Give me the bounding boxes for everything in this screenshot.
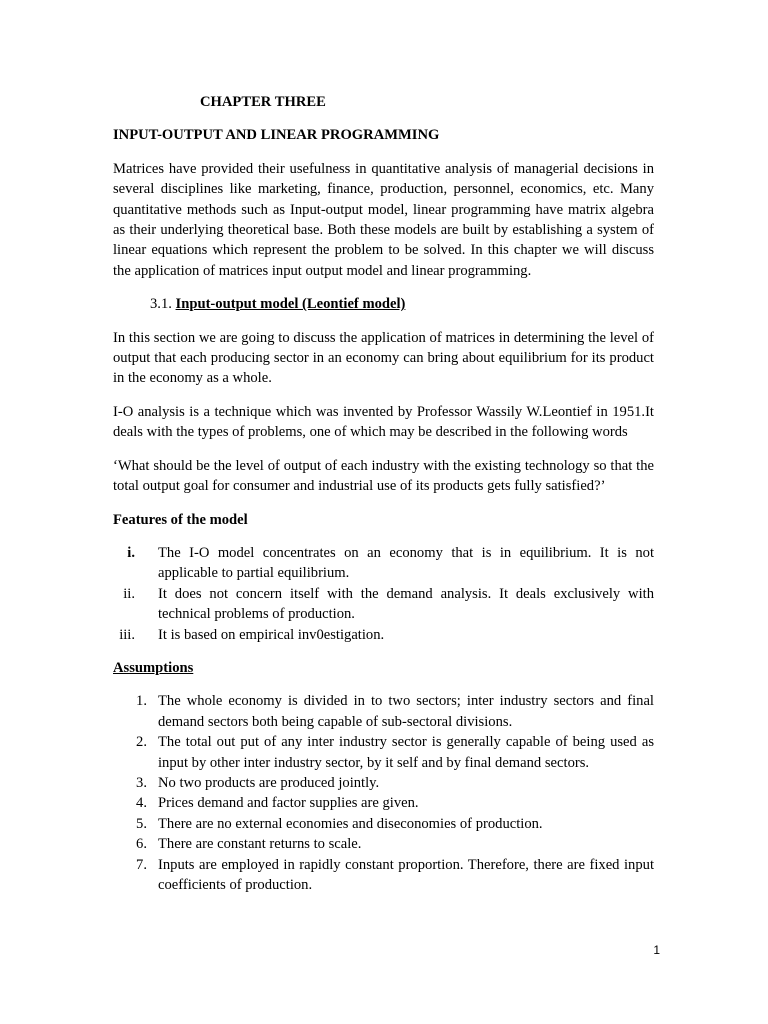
list-item — [113, 793, 654, 813]
list-item-text: Inputs are employed in rapidly constant proportion. Therefore, there are fixed input coefficients of production. — [158, 856, 654, 893]
list-item-text: It is based on empirical inv0estigation. — [158, 626, 385, 643]
list-marker: 3. — [136, 774, 147, 791]
list-item-text: No two products are produced jointly. — [158, 774, 380, 791]
section-number: 3.1. — [150, 296, 172, 313]
list-marker: 7. — [136, 856, 147, 873]
page-number: 1 — [653, 943, 660, 957]
list-marker: 2. — [136, 734, 147, 751]
features-list — [113, 543, 654, 645]
section-paragraph-1: In this section we are going to discuss the application of matrices in determining the level of output that each producing sector in an economy can bring about equilibrium for its product in the economy as a whole. — [113, 329, 654, 387]
list-marker: 4. — [136, 795, 147, 812]
list-item-text: It does not concern itself with the demand analysis. It deals exclusively with technical problems of production. — [158, 585, 654, 623]
features-heading: Features of the model — [113, 511, 248, 528]
list-item — [113, 625, 654, 645]
section-heading — [150, 294, 654, 314]
page-content — [113, 92, 654, 908]
list-marker: 6. — [136, 836, 147, 853]
list-item — [113, 773, 654, 793]
list-item — [113, 834, 654, 854]
chapter-title: INPUT-OUTPUT AND LINEAR PROGRAMMING — [113, 127, 440, 144]
list-marker: iii. — [119, 626, 135, 643]
section-paragraph-2: I-O analysis is a technique which was invented by Professor Wassily W.Leontief in 1951.It deals with the types of problems, one of which may be described in the following words — [113, 403, 654, 441]
list-item — [113, 855, 654, 896]
list-item-text: There are constant returns to scale. — [158, 836, 362, 853]
list-marker: 5. — [136, 815, 147, 832]
chapter-label: CHAPTER THREE — [200, 94, 326, 110]
list-item-text: The whole economy is divided in to two sectors; inter industry sectors and final demand sectors both being capable of sub-sectoral divisions. — [158, 693, 654, 730]
assumptions-list — [113, 691, 654, 895]
quote-paragraph: ‘What should be the level of output of each industry with the existing technology so that the total output goal for consumer and industrial use of its products gets fully satisfied?’ — [113, 457, 654, 495]
list-item — [113, 584, 654, 625]
list-item-text: Prices demand and factor supplies are given. — [158, 795, 419, 812]
list-marker: 1. — [136, 693, 147, 710]
list-item-text: There are no external economies and diseconomies of production. — [158, 815, 543, 832]
list-marker: ii. — [123, 585, 135, 602]
list-item-text: The total out put of any inter industry sector is generally capable of being used as input by other inter industry sector, by it self and by final demand sectors. — [158, 734, 654, 771]
list-item-text: The I-O model concentrates on an economy that is in equilibrium. It is not applicable to partial equilibrium. — [158, 544, 654, 582]
list-item — [113, 543, 654, 584]
intro-paragraph: Matrices have provided their usefulness in quantitative analysis of managerial decisions in several disciplines like marketing, finance, production, personnel, economics, etc. Many quantitative methods such as Input-output model, linear programming have matrix algebra as their underlying theoretical base. Both these models are built by establishing a system of linear equations which represent the problem to be solved. In this chapter we will discuss the application of matrices input output model and linear programming. — [113, 160, 654, 279]
section-title: Input-output model (Leontief model) — [175, 296, 406, 313]
list-item — [113, 691, 654, 732]
list-marker: i. — [127, 544, 135, 561]
assumptions-heading: Assumptions — [113, 659, 194, 676]
list-item — [113, 814, 654, 834]
list-item — [113, 732, 654, 773]
